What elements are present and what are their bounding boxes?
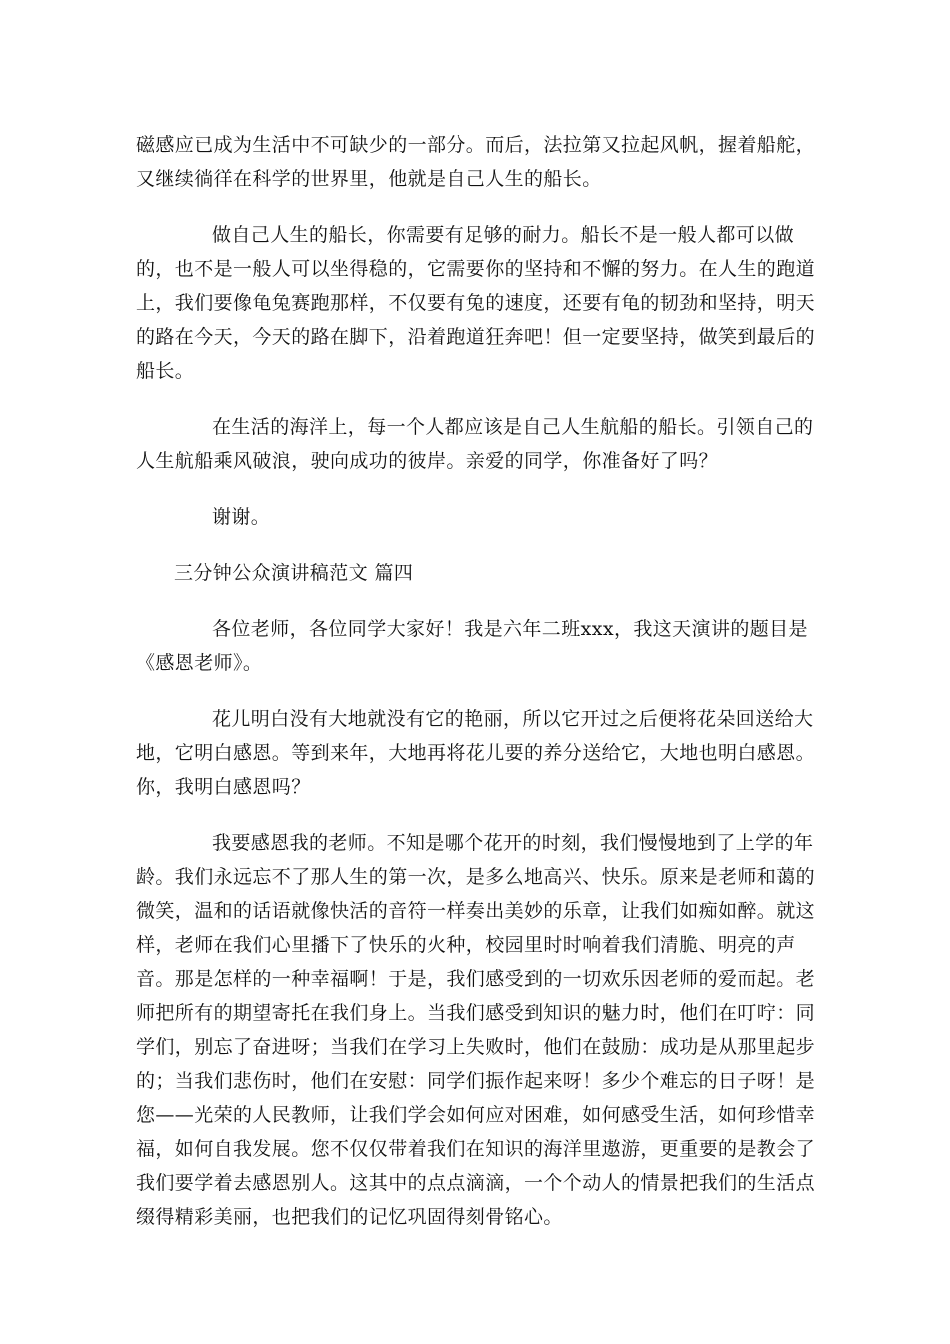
section-heading: 三分钟公众演讲稿范文 篇四 [174, 562, 414, 584]
paragraph-thanks: 谢谢。 [212, 506, 271, 528]
paragraph-teachers: 我要感恩我的老师。不知是哪个花开的时刻，我们慢慢地到了上学的年龄。我们永远忘不了那人生的第一次，是多么地高兴、快乐。原来是老师和蔼的微笑，温和的话语就像快活的音符一样奏出美妙的乐章，让我们如痴如醉。就这样，老师在我们心里播下了快乐的火种，校园里时时响着我们清脆、明亮的声音。那是怎样的一种幸福啊！于是，我们感受到的一切欢乐因老师的爱而起。老师把所有的期望寄托在我们身上。当我们感受到知识的魅力时，他们在叮咛：同学们，别忘了奋进呀；当我们在学习上失败时，他们在鼓励：成功是从那里起步的；当我们悲伤时，他们在安慰：同学们振作起来呀！多少个难忘的日子呀！是您——光荣的人民教师，让我们学会如何应对困难，如何感受生活，如何珍惜幸福，如何自我发展。您不仅仅带着我们在知识的海洋里遨游，更重要的是教会了我们要学着去感恩别人。这其中的点点滴滴，一个个动人的情景把我们的生活点缀得精彩美丽，也把我们的记忆巩固得刻骨铭心。 [136, 832, 816, 1228]
paragraph-captain-endurance: 做自己人生的船长，你需要有足够的耐力。船长不是一般人都可以做的，也不是一般人可以坐得稳的，它需要你的坚持和不懈的努力。在人生的跑道上，我们要像龟兔赛跑那样，不仅要有兔的速度，还要有龟的韧劲和坚持，明天的路在今天，今天的路在脚下，沿着跑道狂奔吧！但一定要坚持，做笑到最后的船长。 [136, 224, 816, 382]
paragraph-continued: 磁感应已成为生活中不可缺少的一部分。而后，法拉第又拉起风帆，握着船舵，又继续徜徉在科学的世界里，他就是自己人生的船长。 [136, 134, 816, 190]
paragraph-flowers: 花儿明白没有大地就没有它的艳丽，所以它开过之后便将花朵回送给大地，它明白感恩。等到来年，大地再将花儿要的养分送给它，大地也明白感恩。你，我明白感恩吗？ [136, 708, 816, 798]
paragraph-greeting: 各位老师，各位同学大家好！我是六年二班xxx，我这天演讲的题目是《感恩老师》。 [136, 618, 808, 674]
document-body [136, 128, 826, 1256]
paragraph-life-ocean: 在生活的海洋上，每一个人都应该是自己人生航船的船长。引领自己的人生航船乘风破浪，驶向成功的彼岸。亲爱的同学，你准备好了吗？ [136, 416, 814, 472]
